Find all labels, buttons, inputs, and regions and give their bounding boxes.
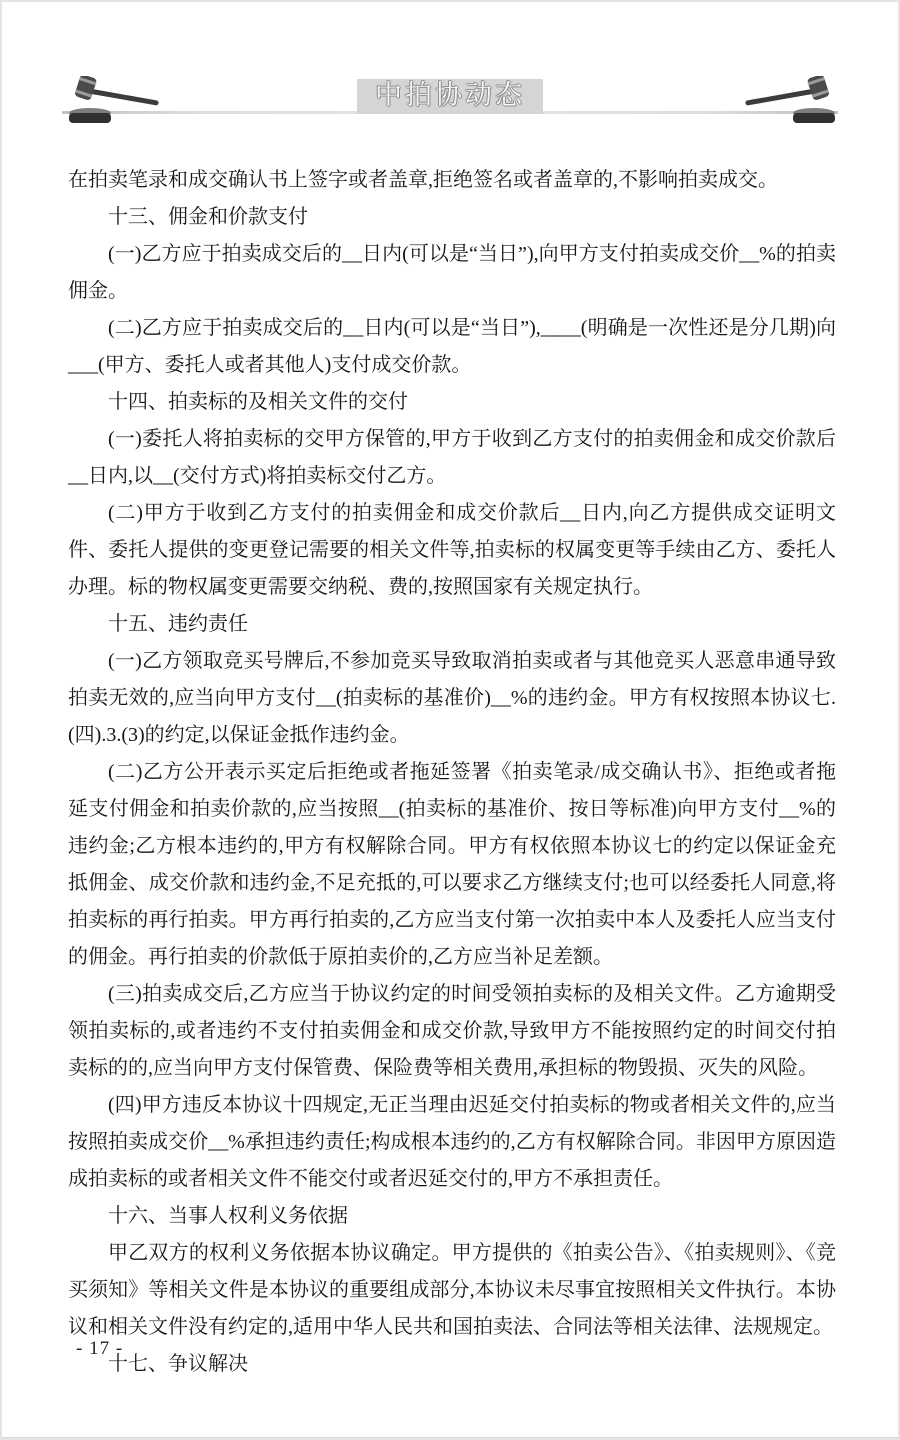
document-body bbox=[68, 162, 836, 1383]
section-heading: 十四、拍卖标的及相关文件的交付 bbox=[108, 391, 408, 413]
paragraph: (一)乙方应于拍卖成交后的__日内(可以是“当日”),向甲方支付拍卖成交价__%的拍卖佣金。 bbox=[68, 243, 836, 302]
section-heading: 十三、佣金和价款支付 bbox=[108, 206, 308, 228]
paragraph: (二)乙方应于拍卖成交后的__日内(可以是“当日”),____(明确是一次性还是分几期)向___(甲方、委托人或者其他人)支付成交价款。 bbox=[68, 317, 836, 376]
paragraph: (一)乙方领取竞买号牌后,不参加竞买导致取消拍卖或者与其他竞买人恶意串通导致拍卖无效的,应当向甲方支付__(拍卖标的基准价)__%的违约金。甲方有权按照本协议七.(四).3.(3)的约定,以保证金抵作违约金。 bbox=[68, 650, 836, 746]
paragraph: (一)委托人将拍卖标的交甲方保管的,甲方于收到乙方支付的拍卖佣金和成交价款后__日内,以__(交付方式)将拍卖标交付乙方。 bbox=[68, 428, 836, 487]
paragraph: (三)拍卖成交后,乙方应当于协议约定的时间受领拍卖标的及相关文件。乙方逾期受领拍卖标的,或者违约不支付拍卖佣金和成交价款,导致甲方不能按照约定的时间交付拍卖标的的,应当向甲方支付保管费、保险费等相关费用,承担标的物毁损、灭失的风险。 bbox=[68, 983, 836, 1079]
paragraph: (二)甲方于收到乙方支付的拍卖佣金和成交价款后__日内,向乙方提供成交证明文件、委托人提供的变更登记需要的相关文件等,拍卖标的权属变更等手续由乙方、委托人办理。标的物权属变更需要交纳税、费的,按照国家有关规定执行。 bbox=[68, 502, 836, 598]
paragraph: 在拍卖笔录和成交确认书上签字或者盖章,拒绝签名或者盖章的,不影响拍卖成交。 bbox=[68, 169, 778, 191]
section-heading: 十六、当事人权利义务依据 bbox=[108, 1205, 348, 1227]
page-number: - 17 - bbox=[76, 1338, 124, 1359]
paragraph: (四)甲方违反本协议十四规定,无正当理由迟延交付拍卖标的物或者相关文件的,应当按照拍卖成交价__%承担违约责任;构成根本违约的,乙方有权解除合同。非因甲方原因造成拍卖标的或者相关文件不能交付或者迟延交付的,甲方不承担责任。 bbox=[68, 1094, 836, 1190]
page-header-title: 中拍协动态 bbox=[357, 79, 543, 114]
gavel-icon bbox=[64, 76, 184, 126]
section-heading: 十七、争议解决 bbox=[108, 1353, 248, 1375]
paragraph: 甲乙双方的权利义务依据本协议确定。甲方提供的《拍卖公告》、《拍卖规则》、《竞买须知》等相关文件是本协议的重要组成部分,本协议未尽事宜按照相关文件执行。本协议和相关文件没有约定的,适用中华人民共和国拍卖法、合同法等相关法律、法规规定。 bbox=[68, 1242, 836, 1338]
gavel-icon bbox=[720, 76, 840, 126]
section-heading: 十五、违约责任 bbox=[108, 613, 248, 635]
paragraph: (二)乙方公开表示买定后拒绝或者拖延签署《拍卖笔录/成交确认书》、拒绝或者拖延支付佣金和拍卖价款的,应当按照__(拍卖标的基准价、按日等标准)向甲方支付__%的违约金;乙方根本违约的,甲方有权解除合同。甲方有权依照本协议七的约定以保证金充抵佣金、成交价款和违约金,不足充抵的,可以要求乙方继续支付;也可以经委托人同意,将拍卖标的再行拍卖。甲方再行拍卖的,乙方应当支付第一次拍卖中本人及委托人应当支付的佣金。再行拍卖的价款低于原拍卖价的,乙方应当补足差额。 bbox=[68, 761, 836, 968]
